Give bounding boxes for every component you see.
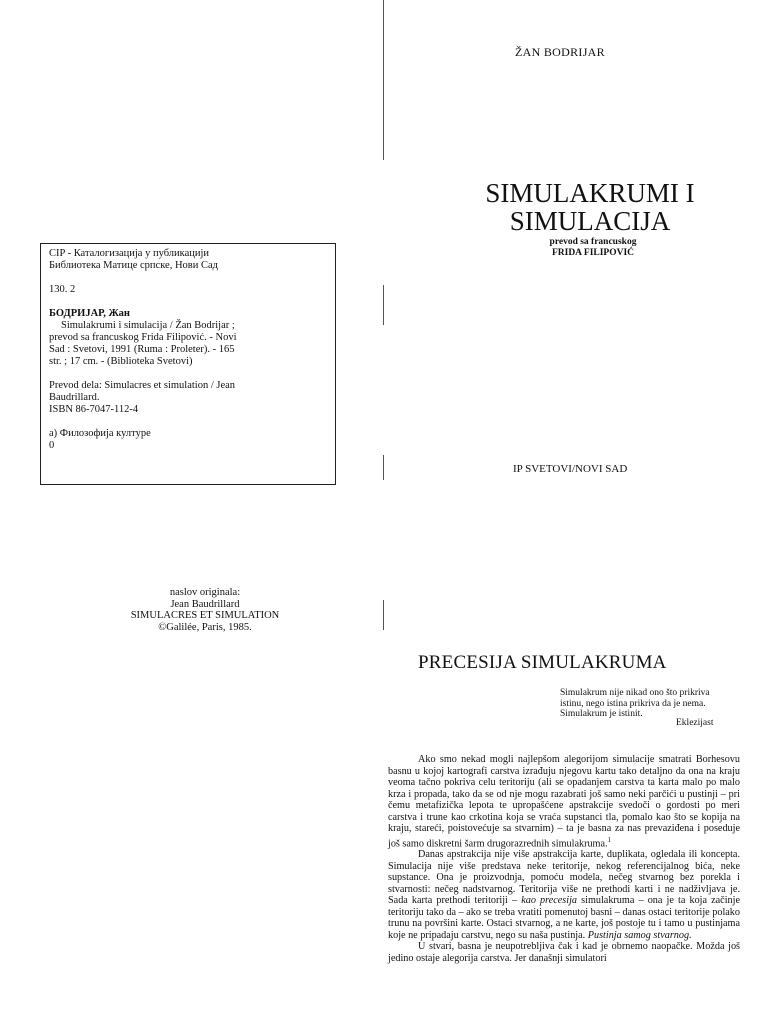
- book-title-line1: SIMULAKRUMI I: [485, 178, 695, 208]
- cip-entry-heading: БОДРИЈАР, Жан: [49, 308, 130, 319]
- cip-subject-code: 0: [49, 440, 55, 451]
- cip-class-number: 130. 2: [49, 284, 76, 295]
- cip-subject: а) Филозофија културе: [49, 428, 151, 439]
- paragraph-text: simulakruma – ona je ta koja začinje teritoriju tako da – ako se treba vratiti pomenutoj basni – danas ostaci teritorije polako trunu na površini karte. Ostaci stvarnog, a ne karte, još postoje tu i tamo u pustinjama koje ne pripadaju carstvu, nego su naša pustinja.: [388, 895, 740, 941]
- chapter-title: PRECESIJA SIMULAKRUMA: [418, 652, 667, 673]
- epigraph: [560, 688, 740, 720]
- body-paragraph: [388, 849, 740, 941]
- cip-entry-line: Sad : Svetovi, 1991 (Ruma : Proleter). - 165: [49, 344, 235, 355]
- italic-phrase: kao precesija: [521, 895, 578, 907]
- cip-note-line: Baudrillard.: [49, 392, 100, 403]
- center-fold-mark: [383, 600, 384, 630]
- translation-label: prevod sa francuskog: [549, 237, 637, 247]
- cip-entry-line: Simulakrumi i simulacija / Žan Bodrijar ;: [61, 320, 235, 331]
- cip-line: Библиотека Матице српске, Нови Сад: [49, 260, 218, 271]
- epigraph-line: Simulakrum nije nikad ono što prikriva: [560, 688, 710, 698]
- original-title: SIMULACRES ET SIMULATION: [130, 610, 280, 621]
- paragraph-text: Danas apstrakcija nije više apstrakcija karte, duplikata, ogledala ili koncepta. Simulacija nije više predstava neke teritorije, nekog referencijalnog bića, neke supstance. Ona je proizvodnja, pomoću modela, nečeg stvarnog bez porekla i stvarnosti: nečeg nadstvarnog. Teritorija više ne prethodi karti i ne nadživljava je. Sada karta prethodi teritoriji –: [388, 849, 740, 907]
- original-label: naslov originala:: [169, 587, 241, 598]
- cip-entry-line: str. ; 17 cm. - (Biblioteka Svetovi): [49, 356, 193, 367]
- epigraph-line: istinu, nego istina prikriva da je nema.: [560, 698, 706, 709]
- center-fold-mark: [383, 285, 384, 325]
- epigraph-line: Simulakrum je istinit.: [560, 709, 643, 719]
- cip-isbn: ISBN 86-7047-112-4: [49, 404, 139, 415]
- translator-name: FRIDA FILIPOVIĆ: [551, 248, 635, 258]
- paragraph-text: Ako smo nekad mogli najlepšom alegorijom simulacije smatrati Borhesovu basnu u kojoj kartografi carstva izrađuju njegovu kartu tako detaljno da ona na kraju veoma tačno pokriva celu teritoriju (ali se opadanjem carstva ta karta malo po malo krza i propada, tako da se od nje mogu razabrati još samo neki parčići u pustinji – pri čemu metafizička lepota te upropašćene apstrakcije svedoči o gordosti po meri carstva i trune kao crkotina koja se vraća supstanci tla, pomalo kao što se kopija na kraju, stareći, poistovećuje sa stvarnim) – ta je basna za nas prevaziđena i poseduje još samo diskretni šarm drugorazrednih simulakruma.: [388, 754, 740, 849]
- center-fold-line: [383, 0, 384, 160]
- publisher-name: IP SVETOVI/NOVI SAD: [513, 463, 628, 475]
- book-title-line2: SIMULACIJA: [509, 206, 671, 236]
- body-paragraph: U stvari, basna je neupotrebljiva čak i kad je obrnemo naopačke. Možda još jedino ostaje alegorija carstva. Jer današnji simulatori: [388, 941, 740, 964]
- epigraph-attribution: Eklezijast: [676, 718, 714, 728]
- cip-catalog-box: [40, 243, 336, 485]
- footnote-mark: 1: [607, 835, 612, 844]
- chapter-body: [388, 754, 740, 964]
- center-fold-mark: [383, 455, 384, 480]
- cip-entry-line: prevod sa francuskog Frida Filipović. - Novi: [49, 332, 237, 343]
- body-paragraph: [388, 754, 740, 849]
- author-name: ŽAN BODRIJAR: [515, 45, 605, 59]
- cip-note-line: Prevod dela: Simulacres et simulation / Jean: [49, 380, 236, 391]
- original-copyright: ©Galilée, Paris, 1985.: [158, 621, 252, 633]
- cip-line: CIP - Каталогизација у публикацији: [49, 248, 210, 259]
- original-title-block: [80, 587, 330, 633]
- original-author: Jean Baudrillard: [170, 598, 240, 610]
- italic-phrase: Pustinja samog stvarnog.: [587, 929, 692, 941]
